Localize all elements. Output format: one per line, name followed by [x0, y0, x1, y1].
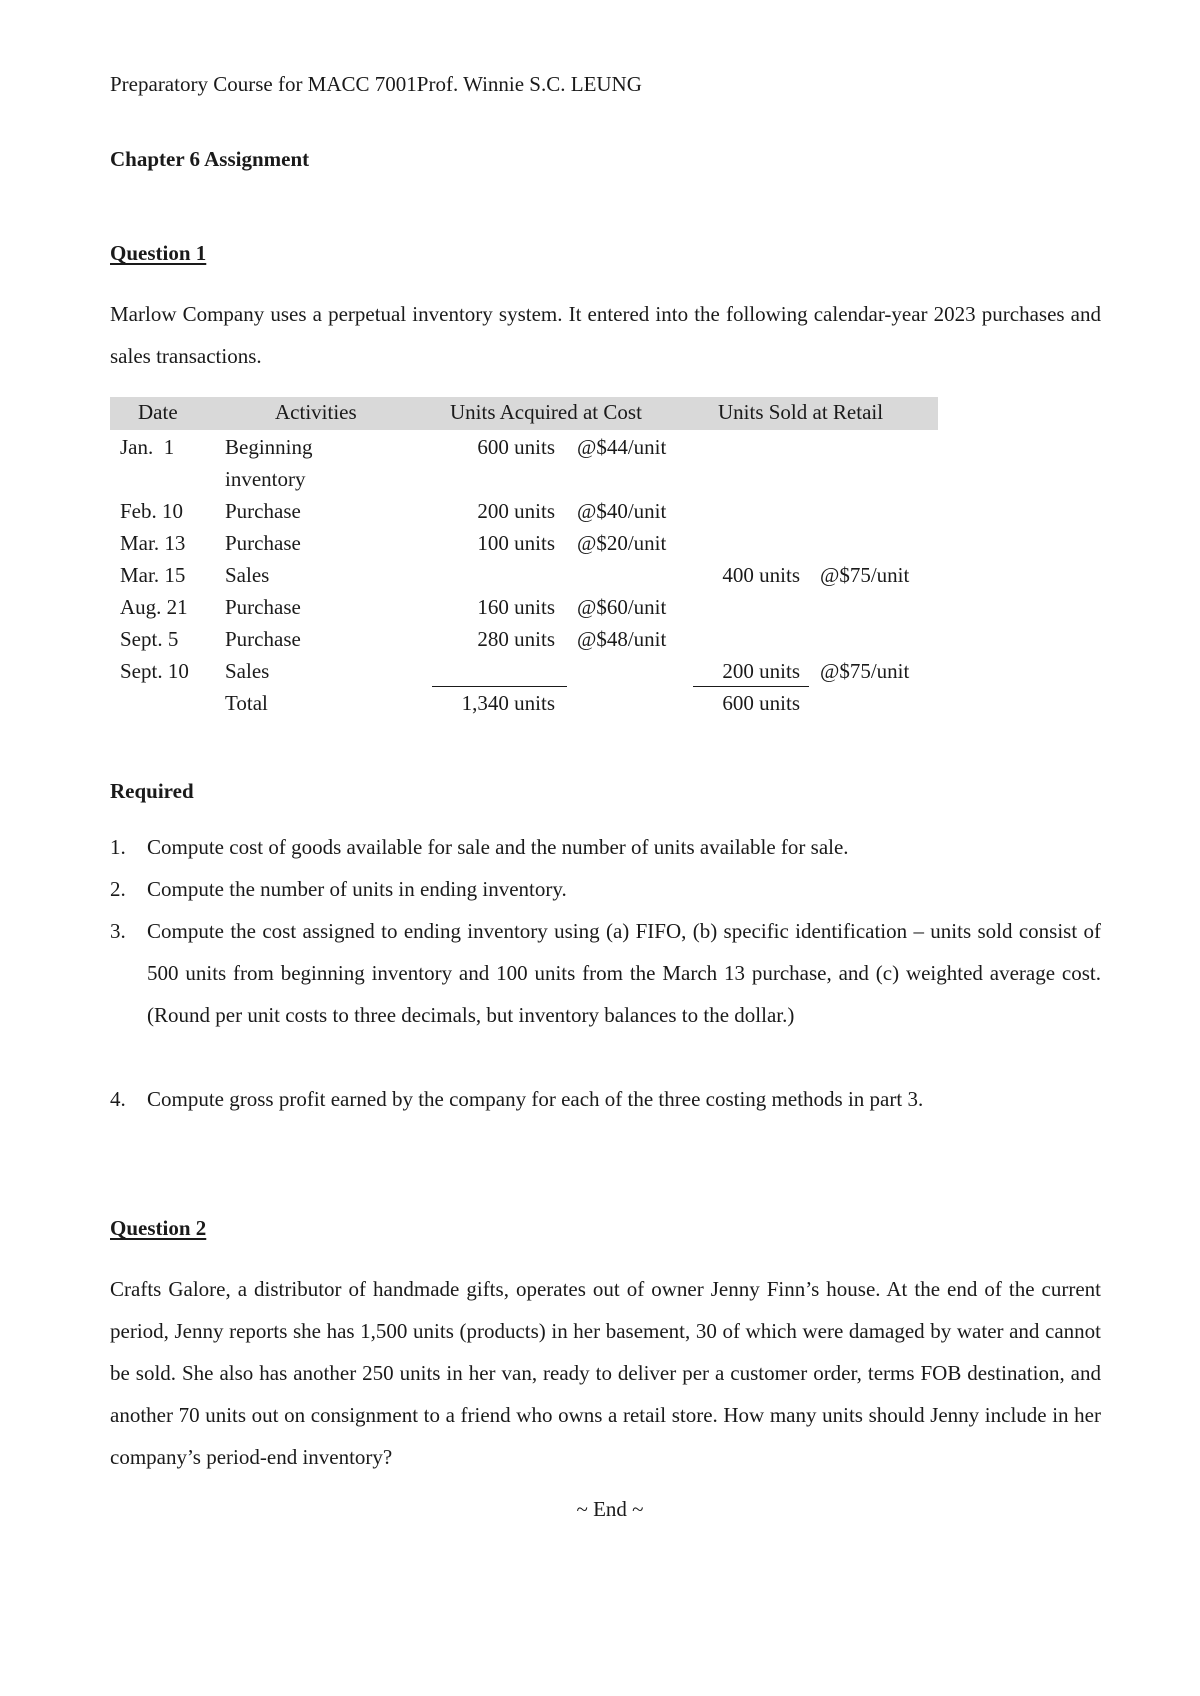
row-acquired-units: 200 units — [477, 499, 555, 523]
row-acquired-units: 100 units — [477, 531, 555, 555]
row-acquired-units: 280 units — [477, 627, 555, 651]
row-activity: Sales — [225, 563, 270, 587]
required-item-number: 4. — [110, 1087, 126, 1111]
required-item-text: Compute gross profit earned by the company for each of the three costing methods in part 3. — [147, 1087, 924, 1111]
page-header — [110, 72, 642, 97]
course-name: Preparatory Course for MACC 7001 — [110, 72, 417, 96]
required-item-number: 3. — [110, 919, 126, 943]
row-activity: Purchase — [225, 627, 301, 651]
row-date: Aug. 21 — [120, 595, 188, 619]
header-units-sold: Units Sold at Retail — [718, 400, 884, 424]
question1-intro: Marlow Company uses a perpetual inventory system. It entered into the following calendar-year 2023 purchases and sales transactions. — [110, 302, 1101, 368]
header-units-acquired: Units Acquired at Cost — [450, 400, 642, 424]
required-item — [110, 826, 1101, 868]
row-date: Feb. 10 — [120, 499, 183, 523]
header-date: Date — [138, 400, 178, 424]
row-date: Mar. 15 — [120, 563, 186, 587]
total-sold-units: 600 units — [722, 691, 800, 715]
total-acquired-units: 1,340 units — [461, 691, 555, 715]
row-sold-units: 400 units — [722, 563, 800, 587]
row-date: Sept. 5 — [120, 627, 179, 651]
row-acquired-units: 600 units — [477, 435, 555, 459]
professor-name: Prof. Winnie S.C. LEUNG — [416, 72, 642, 96]
required-heading: Required — [110, 779, 194, 803]
row-sold-price: @$75/unit — [820, 563, 910, 587]
required-item-text: Compute the cost assigned to ending inventory using (a) FIFO, (b) specific identification – units sold consist of 500 units from beginning inventory and 100 units from the March 13 purchase, and (c) weighted average cost. (Round per unit costs to three decimals, but inventory balances to the dollar.) — [147, 919, 1101, 1027]
required-item — [110, 910, 1101, 1036]
row-date: Mar. 13 — [120, 531, 186, 555]
row-activity: Beginning inventory — [225, 435, 313, 491]
table-header-row — [110, 397, 938, 430]
total-label: Total — [225, 691, 268, 715]
required-item-number: 2. — [110, 877, 126, 901]
header-activities: Activities — [275, 400, 357, 424]
row-activity: Purchase — [225, 531, 301, 555]
end-marker: ~ End ~ — [576, 1497, 644, 1521]
row-date: Sept. 10 — [120, 659, 189, 683]
row-activity: Purchase — [225, 595, 301, 619]
required-item-text: Compute cost of goods available for sale and the number of units available for sale. — [147, 835, 849, 859]
row-acquired-cost: @$20/unit — [577, 531, 667, 555]
row-sold-price: @$75/unit — [820, 659, 910, 683]
chapter-title: Chapter 6 Assignment — [110, 147, 310, 171]
row-date: Jan. 1 — [120, 435, 175, 459]
row-acquired-units: 160 units — [477, 595, 555, 619]
required-item — [110, 1078, 1101, 1120]
row-acquired-cost: @$48/unit — [577, 627, 667, 651]
row-activity: Sales — [225, 659, 270, 683]
required-item-number: 1. — [110, 835, 126, 859]
row-acquired-cost: @$60/unit — [577, 595, 667, 619]
required-item-text: Compute the number of units in ending inventory. — [147, 877, 567, 901]
row-sold-units: 200 units — [722, 659, 800, 683]
question1-heading: Question 1 — [110, 241, 207, 265]
row-acquired-cost: @$40/unit — [577, 499, 667, 523]
row-activity: Purchase — [225, 499, 301, 523]
question2-heading: Question 2 — [110, 1216, 207, 1240]
row-acquired-cost: @$44/unit — [577, 435, 667, 459]
question2-text: Crafts Galore, a distributor of handmade gifts, operates out of owner Jenny Finn’s house. At the end of the current period, Jenny reports she has 1,500 units (products) in her basement, 30 of which were damaged by water and cannot be sold. She also has another 250 units in her van, ready to deliver per a customer order, terms FOB destination, and another 70 units out on consignment to a friend who owns a retail store. How many units should Jenny include in her company’s period-end inventory? — [110, 1277, 1101, 1469]
required-item — [110, 868, 1101, 910]
